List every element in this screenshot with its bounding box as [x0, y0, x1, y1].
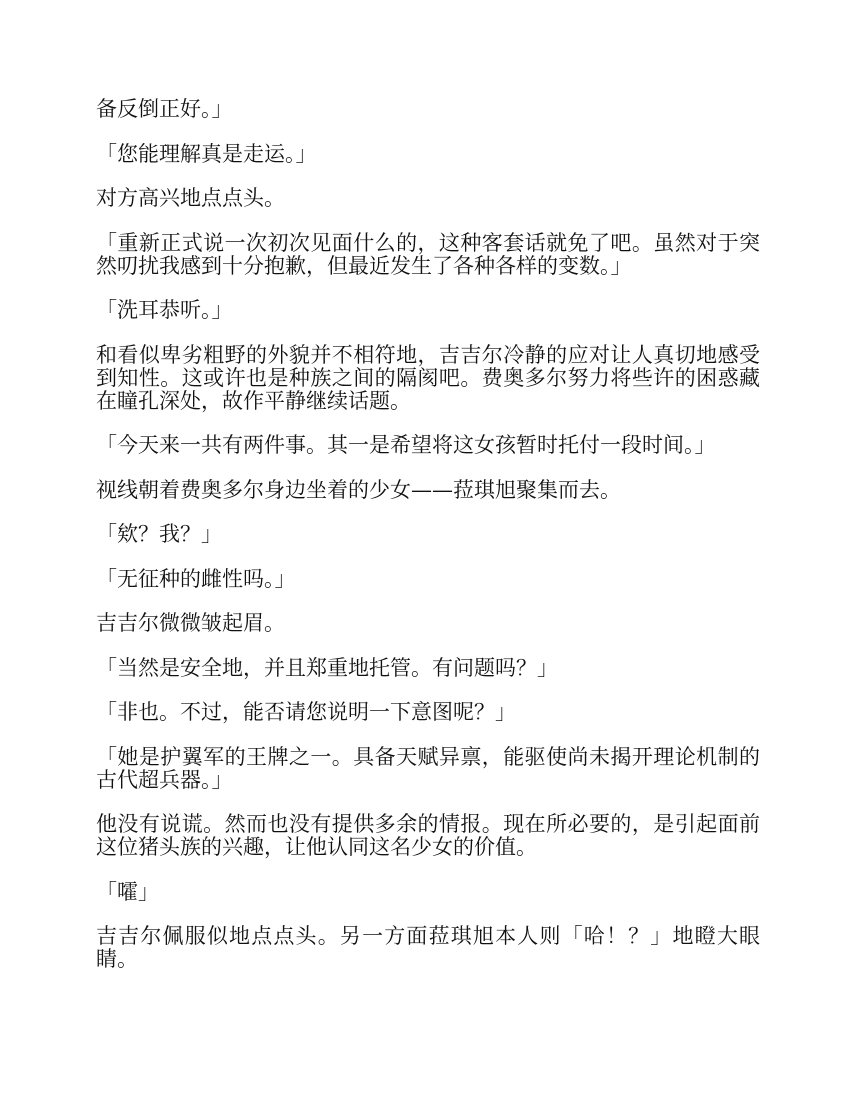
- paragraph: 视线朝着费奥多尔身边坐着的少女——菈琪旭聚集而去。: [96, 477, 621, 502]
- document-page: [96, 98, 760, 993]
- paragraph: 「嚯」: [96, 879, 159, 904]
- paragraph: 「您能理解真是走运。」: [96, 141, 317, 166]
- paragraph: 「当然是安全地，并且郑重地托管。有问题吗？」: [96, 655, 558, 680]
- paragraph: 「重新正式说一次初次见面什么的，这种客套话就免了吧。虽然对于突然叨扰我感到十分抱歉，但最近发生了各种各样的变数。」: [96, 230, 760, 278]
- paragraph: 对方高兴地点点头。: [96, 186, 285, 210]
- paragraph: 「她是护翼军的王牌之一。具备天赋异禀，能驱使尚未揭开理论机制的古代超兵器。」: [96, 744, 760, 792]
- paragraph: 吉吉尔微微皱起眉。: [96, 611, 285, 635]
- paragraph: 他没有说谎。然而也没有提供多余的情报。现在所必要的，是引起面前这位猪头族的兴趣，让他认同这名少女的价值。: [96, 812, 760, 859]
- paragraph: 备反倒正好。」: [96, 97, 233, 121]
- paragraph: 「欸？我？」: [96, 522, 222, 546]
- paragraph: 「非也。不过，能否请您说明一下意图呢？」: [96, 700, 516, 724]
- paragraph: 吉吉尔佩服似地点点头。另一方面菈琪旭本人则「哈！？」地瞪大眼睛。: [96, 924, 760, 971]
- paragraph: 和看似卑劣粗野的外貌并不相符地，吉吉尔冷静的应对让人真切地感受到知性。这或许也是种族之间的隔阂吧。费奥多尔努力将些许的困惑藏在瞳孔深处，故作平静继续话题。: [96, 342, 760, 413]
- paragraph: 「洗耳恭听。」: [96, 298, 233, 322]
- paragraph: 「今天来一共有两件事。其一是希望将这女孩暂时托付一段时间。」: [96, 433, 716, 457]
- paragraph: 「无征种的雌性吗。」: [96, 566, 296, 591]
